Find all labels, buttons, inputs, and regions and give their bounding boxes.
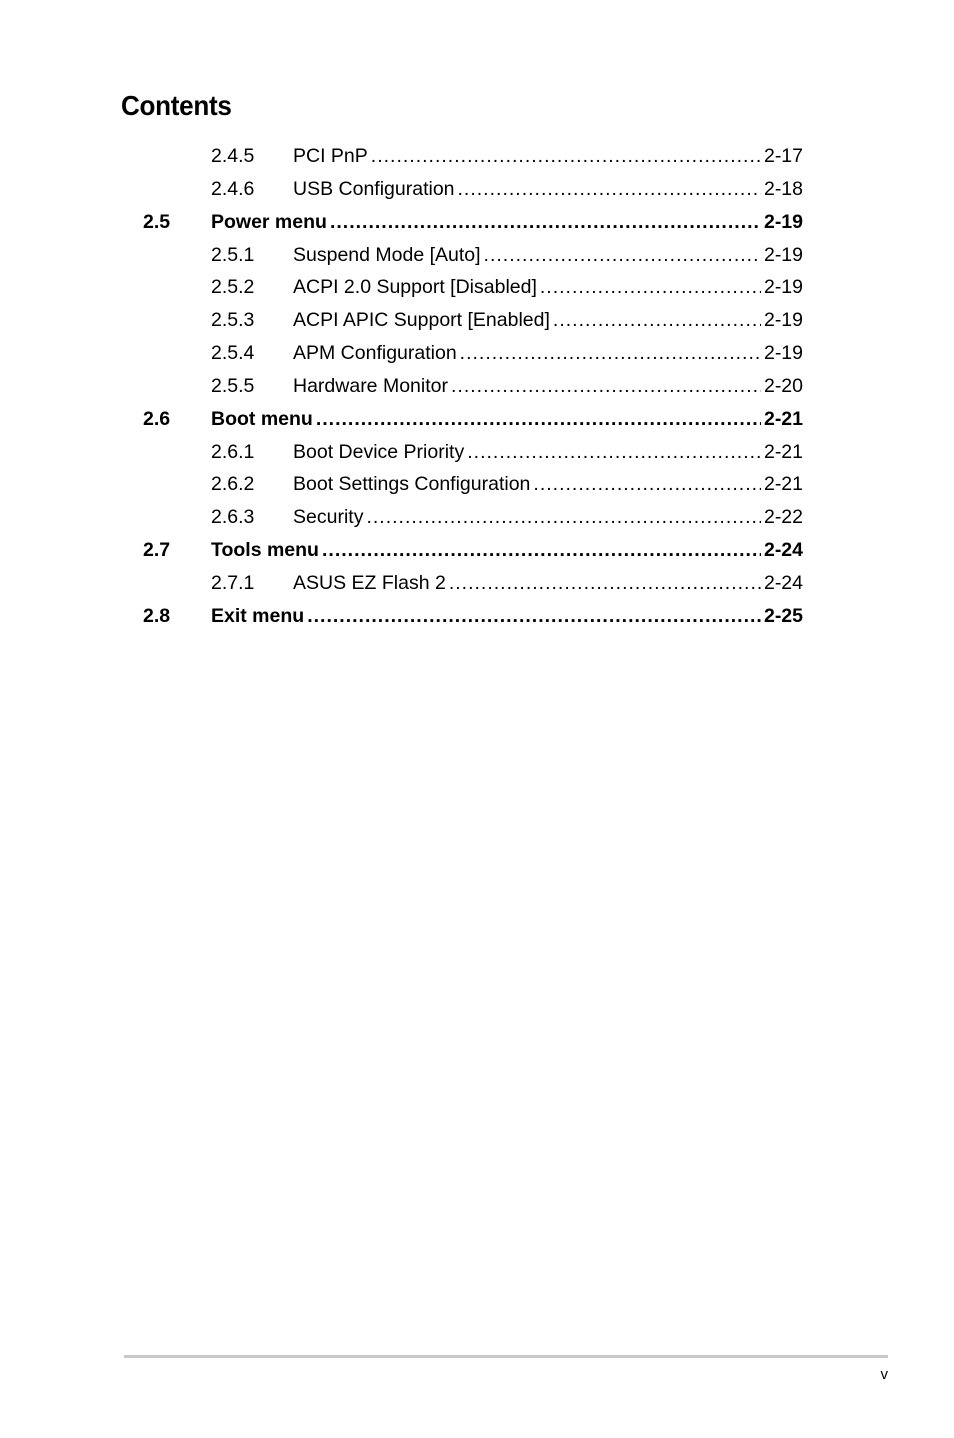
toc-entry-line	[293, 140, 803, 173]
toc-entry-number: 2.7.1	[211, 571, 255, 594]
toc-entry-line	[211, 534, 803, 567]
toc-entry-title: PCI PnP	[293, 145, 368, 167]
toc-entry-title: Power menu	[211, 210, 327, 233]
toc-entry-title: Exit menu	[211, 604, 305, 627]
dot-leader	[316, 403, 761, 436]
toc-entry-number: 2.8	[143, 604, 171, 627]
toc-entry[interactable]	[0, 173, 954, 206]
toc-entry[interactable]	[0, 271, 954, 304]
toc-entry-title: Tools menu	[211, 539, 319, 562]
toc-entry-number: 2.5.1	[211, 243, 255, 266]
toc-entry-number: 2.5.5	[211, 374, 255, 397]
toc-entry[interactable]	[0, 370, 954, 403]
toc-entry-page: 2-21	[763, 473, 803, 496]
toc-entry-title: Suspend Mode [Auto]	[293, 243, 481, 266]
toc-entry-title: USB Configuration	[293, 177, 455, 200]
toc-entry-title: Hardware Monitor	[293, 374, 448, 397]
toc-entry[interactable]	[0, 567, 954, 600]
toc-entry-title: ASUS EZ Flash 2	[293, 571, 446, 594]
toc-entry-page: 2-19	[763, 210, 803, 233]
toc-entry-line	[211, 403, 803, 436]
toc-entry-number: 2.4.6	[211, 177, 255, 200]
toc-entry-page: 2-20	[763, 374, 803, 397]
dot-leader	[460, 337, 761, 370]
toc-entry-line	[293, 239, 803, 272]
dot-leader	[330, 206, 761, 239]
toc-entry-number: 2.7	[143, 539, 171, 562]
toc-entry-title: ACPI APIC Support [Enabled]	[293, 309, 550, 332]
toc-entry-title: Boot Device Priority	[293, 440, 465, 463]
toc-entry-page: 2-19	[763, 309, 803, 332]
toc-entry[interactable]	[0, 206, 954, 239]
toc-entry-page: 2-18	[763, 177, 803, 200]
toc-entry-page: 2-22	[763, 506, 803, 529]
dot-leader	[458, 173, 761, 206]
toc-entry[interactable]	[0, 600, 954, 633]
toc-entry-title: Boot Settings Configuration	[293, 473, 531, 496]
toc-entry-title: ACPI 2.0 Support [Disabled]	[293, 276, 537, 299]
toc-entry-line	[293, 567, 803, 600]
toc-entry-number: 2.5.2	[211, 276, 255, 299]
toc-entry[interactable]	[0, 337, 954, 370]
toc-entry-page: 2-17	[763, 145, 803, 167]
toc-entry[interactable]	[0, 403, 954, 436]
toc-entry-number: 2.5.3	[211, 309, 255, 332]
page-title: Contents	[121, 90, 232, 121]
dot-leader	[371, 140, 761, 173]
toc-entry-number: 2.5	[143, 210, 171, 233]
toc-entry-page: 2-24	[763, 571, 803, 594]
toc-entry-number: 2.6	[143, 407, 171, 430]
toc-entry-number: 2.6.1	[211, 440, 255, 463]
toc-entry-number: 2.5.4	[211, 342, 255, 365]
toc-entry-page: 2-21	[763, 440, 803, 463]
toc-entry-page: 2-25	[763, 604, 803, 627]
toc-entry-line	[293, 370, 803, 403]
dot-leader	[307, 600, 761, 633]
dot-leader	[553, 304, 761, 337]
page-number: v	[880, 1366, 888, 1383]
toc-entry-page: 2-24	[763, 539, 803, 562]
dot-leader	[322, 534, 761, 567]
dot-leader	[449, 567, 761, 600]
toc-entry-title: APM Configuration	[293, 342, 457, 365]
toc-entry-line	[293, 436, 803, 469]
toc-entry[interactable]	[0, 436, 954, 469]
dot-leader	[484, 239, 761, 272]
toc-entry-line	[293, 337, 803, 370]
toc-entry-line	[211, 206, 803, 239]
table-of-contents	[0, 140, 954, 633]
toc-entry-line	[293, 173, 803, 206]
toc-entry-number: 2.4.5	[211, 145, 255, 167]
toc-entry-title: Boot menu	[211, 407, 313, 430]
toc-entry-line	[293, 468, 803, 501]
toc-entry[interactable]	[0, 468, 954, 501]
toc-entry-page: 2-19	[763, 276, 803, 299]
toc-entry-line	[211, 600, 803, 633]
toc-entry[interactable]	[0, 140, 954, 173]
toc-entry-page: 2-19	[763, 342, 803, 365]
dot-leader	[540, 271, 761, 304]
toc-entry[interactable]	[0, 304, 954, 337]
dot-leader	[533, 468, 761, 501]
toc-entry[interactable]	[0, 534, 954, 567]
footer-divider	[124, 1355, 888, 1358]
toc-entry-page: 2-19	[763, 243, 803, 266]
toc-entry-line	[293, 501, 803, 534]
toc-entry-title: Security	[293, 506, 364, 529]
toc-entry-number: 2.6.2	[211, 473, 255, 496]
toc-entry-number: 2.6.3	[211, 506, 255, 529]
dot-leader	[366, 501, 761, 534]
toc-entry[interactable]	[0, 239, 954, 272]
toc-entry-line	[293, 304, 803, 337]
dot-leader	[451, 370, 761, 403]
toc-entry[interactable]	[0, 501, 954, 534]
toc-entry-line	[293, 271, 803, 304]
dot-leader	[467, 436, 761, 469]
toc-entry-page: 2-21	[763, 407, 803, 430]
